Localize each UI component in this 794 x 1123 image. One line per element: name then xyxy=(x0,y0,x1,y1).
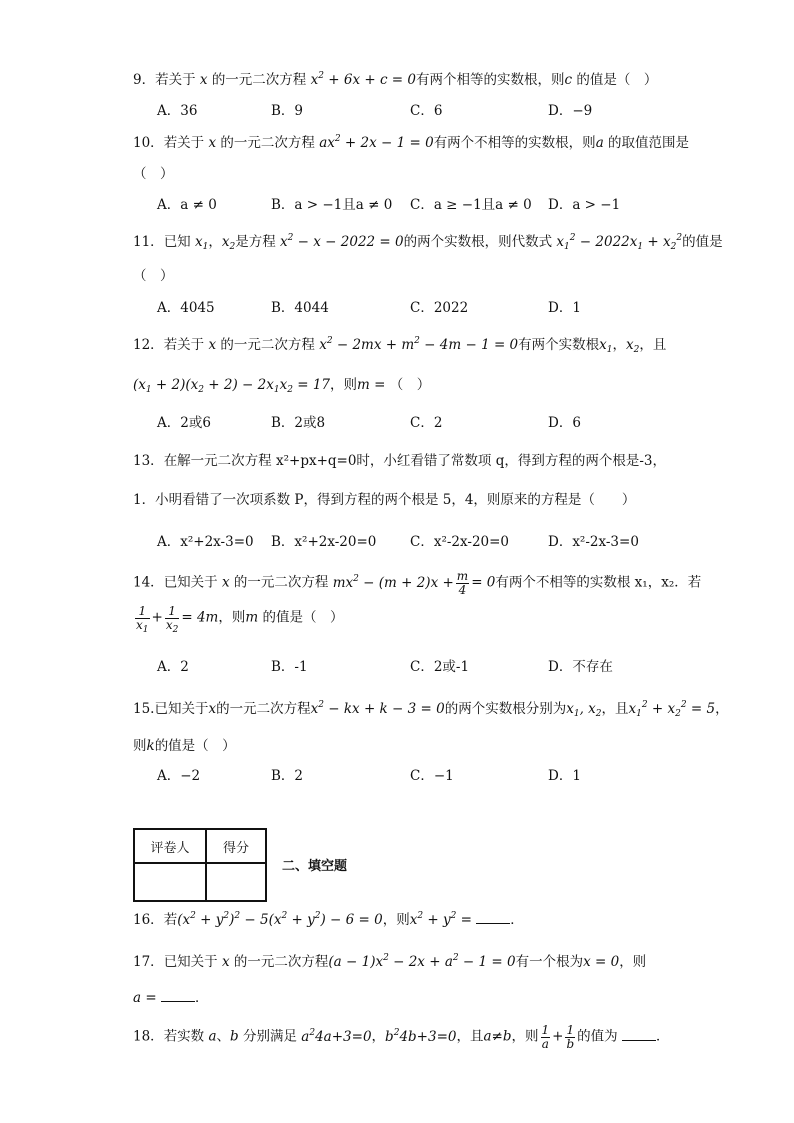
question-12: 12．若关于 x 的一元二次方程 $x^2 - 2mx + m^2 - 4m - 1 = 0$有两个实数根$x_1$，$x_2$，且 xyxy=(133,336,667,355)
option-c: C．2或-1 xyxy=(410,659,470,675)
question-16: 16．若$(x^2 + y^2)^2 - 5(x^2 + y^2) - 6 = 0$，则$x^2 + y^2$ = ． xyxy=(133,911,524,928)
option-a: A．4045 xyxy=(157,300,215,316)
option-c: C．−1 xyxy=(410,768,454,784)
option-c: C．2 xyxy=(410,415,443,431)
section-title: 二、填空题 xyxy=(282,859,348,874)
option-c: C．a ≥ −1且a ≠ 0 xyxy=(410,197,532,213)
option-b: B．2 xyxy=(271,768,304,784)
question-18: 18．若实数 a、b 分别满足 $a^24a+3=0$，$b^24b+3=0$，且a≠b，则 $\frac{1}{a}$ + $\frac{1}{b}$ 的值为 ． xyxy=(133,1023,670,1051)
option-a: A．a ≠ 0 xyxy=(157,197,217,213)
option-b: B．4044 xyxy=(271,300,329,316)
question-10: 10．若关于 x 的一元二次方程 $ax^2 + 2x - 1 = 0$有两个不相等的实数根，则a 的取值范围是 xyxy=(133,134,690,151)
options-11 xyxy=(157,296,717,316)
option-a: A．−2 xyxy=(157,768,201,784)
score-cell xyxy=(206,863,266,901)
answer-blank[interactable] xyxy=(476,911,510,924)
question-11: 11．已知 $x_1$，$x_2$是方程 $x^2 - x - 2022 = 0$的两个实数根，则代数式 $x_1^2 - 2022x_1 + x_2^2$的值是 xyxy=(133,233,723,252)
question-9: 9．若关于 x 的一元二次方程 $x^2 + 6x + c = 0$有两个相等的实数根，则c 的值是（ ） xyxy=(133,71,658,88)
option-d: D．1 xyxy=(548,300,581,316)
score-table xyxy=(133,828,267,902)
options-12 xyxy=(157,411,717,431)
reviewer-cell xyxy=(134,863,206,901)
option-b: B．-1 xyxy=(271,659,308,675)
options-14 xyxy=(157,655,717,675)
option-a: A．2 xyxy=(157,659,189,675)
options-9 xyxy=(157,99,717,119)
option-b: B．a > −1且a ≠ 0 xyxy=(271,197,393,213)
option-c: C．6 xyxy=(410,103,443,119)
option-d: D．1 xyxy=(548,768,581,784)
option-b: B．9 xyxy=(271,103,304,119)
worksheet-page: 9．若关于 x 的一元二次方程 $x^2 + 6x + c = 0$有两个相等的实数根，则c 的值是（ ） A．36 B．9 C．6 D．−9 10．若关于 x 的一元二次方程 $ax^2 + 2x - 1 = 0$有两个不相等的实数根，则a 的取值范围是 （ ） A．a ≠ 0 B．a > −1且a ≠ 0 C．a ≥ −1且a ≠ 0 D．a > −1 11．已知 $x_1$，$x_2$是方程 $x^2 - x - 2022 = 0$的两个实数根，则代数式 $x_1^2 - 2022x_1 + x_2^2$的值是 （ ） A．4045 B．4044 C．2022 D．1 12．若关于 x 的一元二次方程 $x^2 - 2mx + m^2 - 4m - 1 = 0$有两个实数根$x_1$，$x_2$，且 $(x_1 + 2)(x_2 + 2) - 2x_1x_2 = 17$，则m = （ ） A．2或6 B．2或8 C．2 D．6 13．在解一元二次方程 x²+px+q=0时，小红看错了常数项 q，得到方程的两个根是-3， 1．小明看错了一次项系数 P，得到方程的两个根是 5，4，则原来的方程是（ ） A．x²+2x-3=0 B．x²+2x-20=0 C．x²-2x-20=0 D．x²-2x-3=0 14．已知关于 x 的一元二次方程 $mx^2 - (m + 2)x$ + $\frac{m}{4}$ = 0有两个不相等的实数根 x₁，x₂．若 $\frac{1}{x_1}$ + $\frac{1}{x_2}$ = 4m，则m 的值是（ ） A．2 B．-1 C．2或-1 D．不存在 15.已知关于x的一元二次方程$x^2$ − kx + k − 3 = 0的两个实数根分别为$x_1$, $x_2$，且$x_1^2 + x_2^2 = 5$， 则k的值是（ ） A．−2 B．2 C．−1 D．1 评卷人 得分 二、填空题 16．若$(x^2 + y^2)^2 - 5(x^2 + y^2) - 6 = 0$，则$x^2 + y^2$ = ． 17．已知关于 x 的一元二次方程$(a - 1)x^2 - 2x + a^2 - 1 = 0$有一个根为x = 0，则 a = ． 18．若实数 a、b 分别满足 $a^24a+3=0$，$b^24b+3=0$，且a≠b，则 $\frac{1}{a}$ + $\frac{1}{b}$ 的值为 ． xyxy=(0,0,794,1123)
question-number: 9． xyxy=(133,72,156,88)
option-d: D．6 xyxy=(548,415,581,431)
option-d: D．不存在 xyxy=(548,659,613,675)
score-header: 得分 xyxy=(206,829,266,863)
options-10 xyxy=(157,193,717,213)
option-b: B．x²+2x-20=0 xyxy=(271,534,377,550)
option-a: A．x²+2x-3=0 xyxy=(157,534,254,550)
option-c: C．x²-2x-20=0 xyxy=(410,534,510,550)
answer-blank[interactable] xyxy=(622,1028,656,1041)
question-14: 14．已知关于 x 的一元二次方程 $mx^2 - (m + 2)x$ + $\frac{m}{4}$ = 0有两个不相等的实数根 x₁，x₂．若 xyxy=(133,569,702,597)
options-13 xyxy=(157,530,717,550)
question-13: 13．在解一元二次方程 x²+px+q=0时，小红看错了常数项 q，得到方程的两个根是-3， xyxy=(133,453,667,469)
option-c: C．2022 xyxy=(410,300,469,316)
option-d: D．a > −1 xyxy=(548,197,621,213)
option-d: D．x²-2x-3=0 xyxy=(548,534,639,550)
question-15: 15.已知关于x的一元二次方程$x^2$ − kx + k − 3 = 0的两个实数根分别为$x_1$, $x_2$，且$x_1^2 + x_2^2 = 5$， xyxy=(133,700,729,719)
option-b: B．2或8 xyxy=(271,415,326,431)
option-d: D．−9 xyxy=(548,103,593,119)
option-a: A．2或6 xyxy=(157,415,211,431)
answer-blank[interactable] xyxy=(161,989,195,1002)
reviewer-header: 评卷人 xyxy=(134,829,206,863)
option-a: A．36 xyxy=(157,103,198,119)
question-17: 17．已知关于 x 的一元二次方程$(a - 1)x^2 - 2x + a^2 - 1 = 0$有一个根为x = 0，则 xyxy=(133,953,647,970)
options-15 xyxy=(157,764,717,784)
